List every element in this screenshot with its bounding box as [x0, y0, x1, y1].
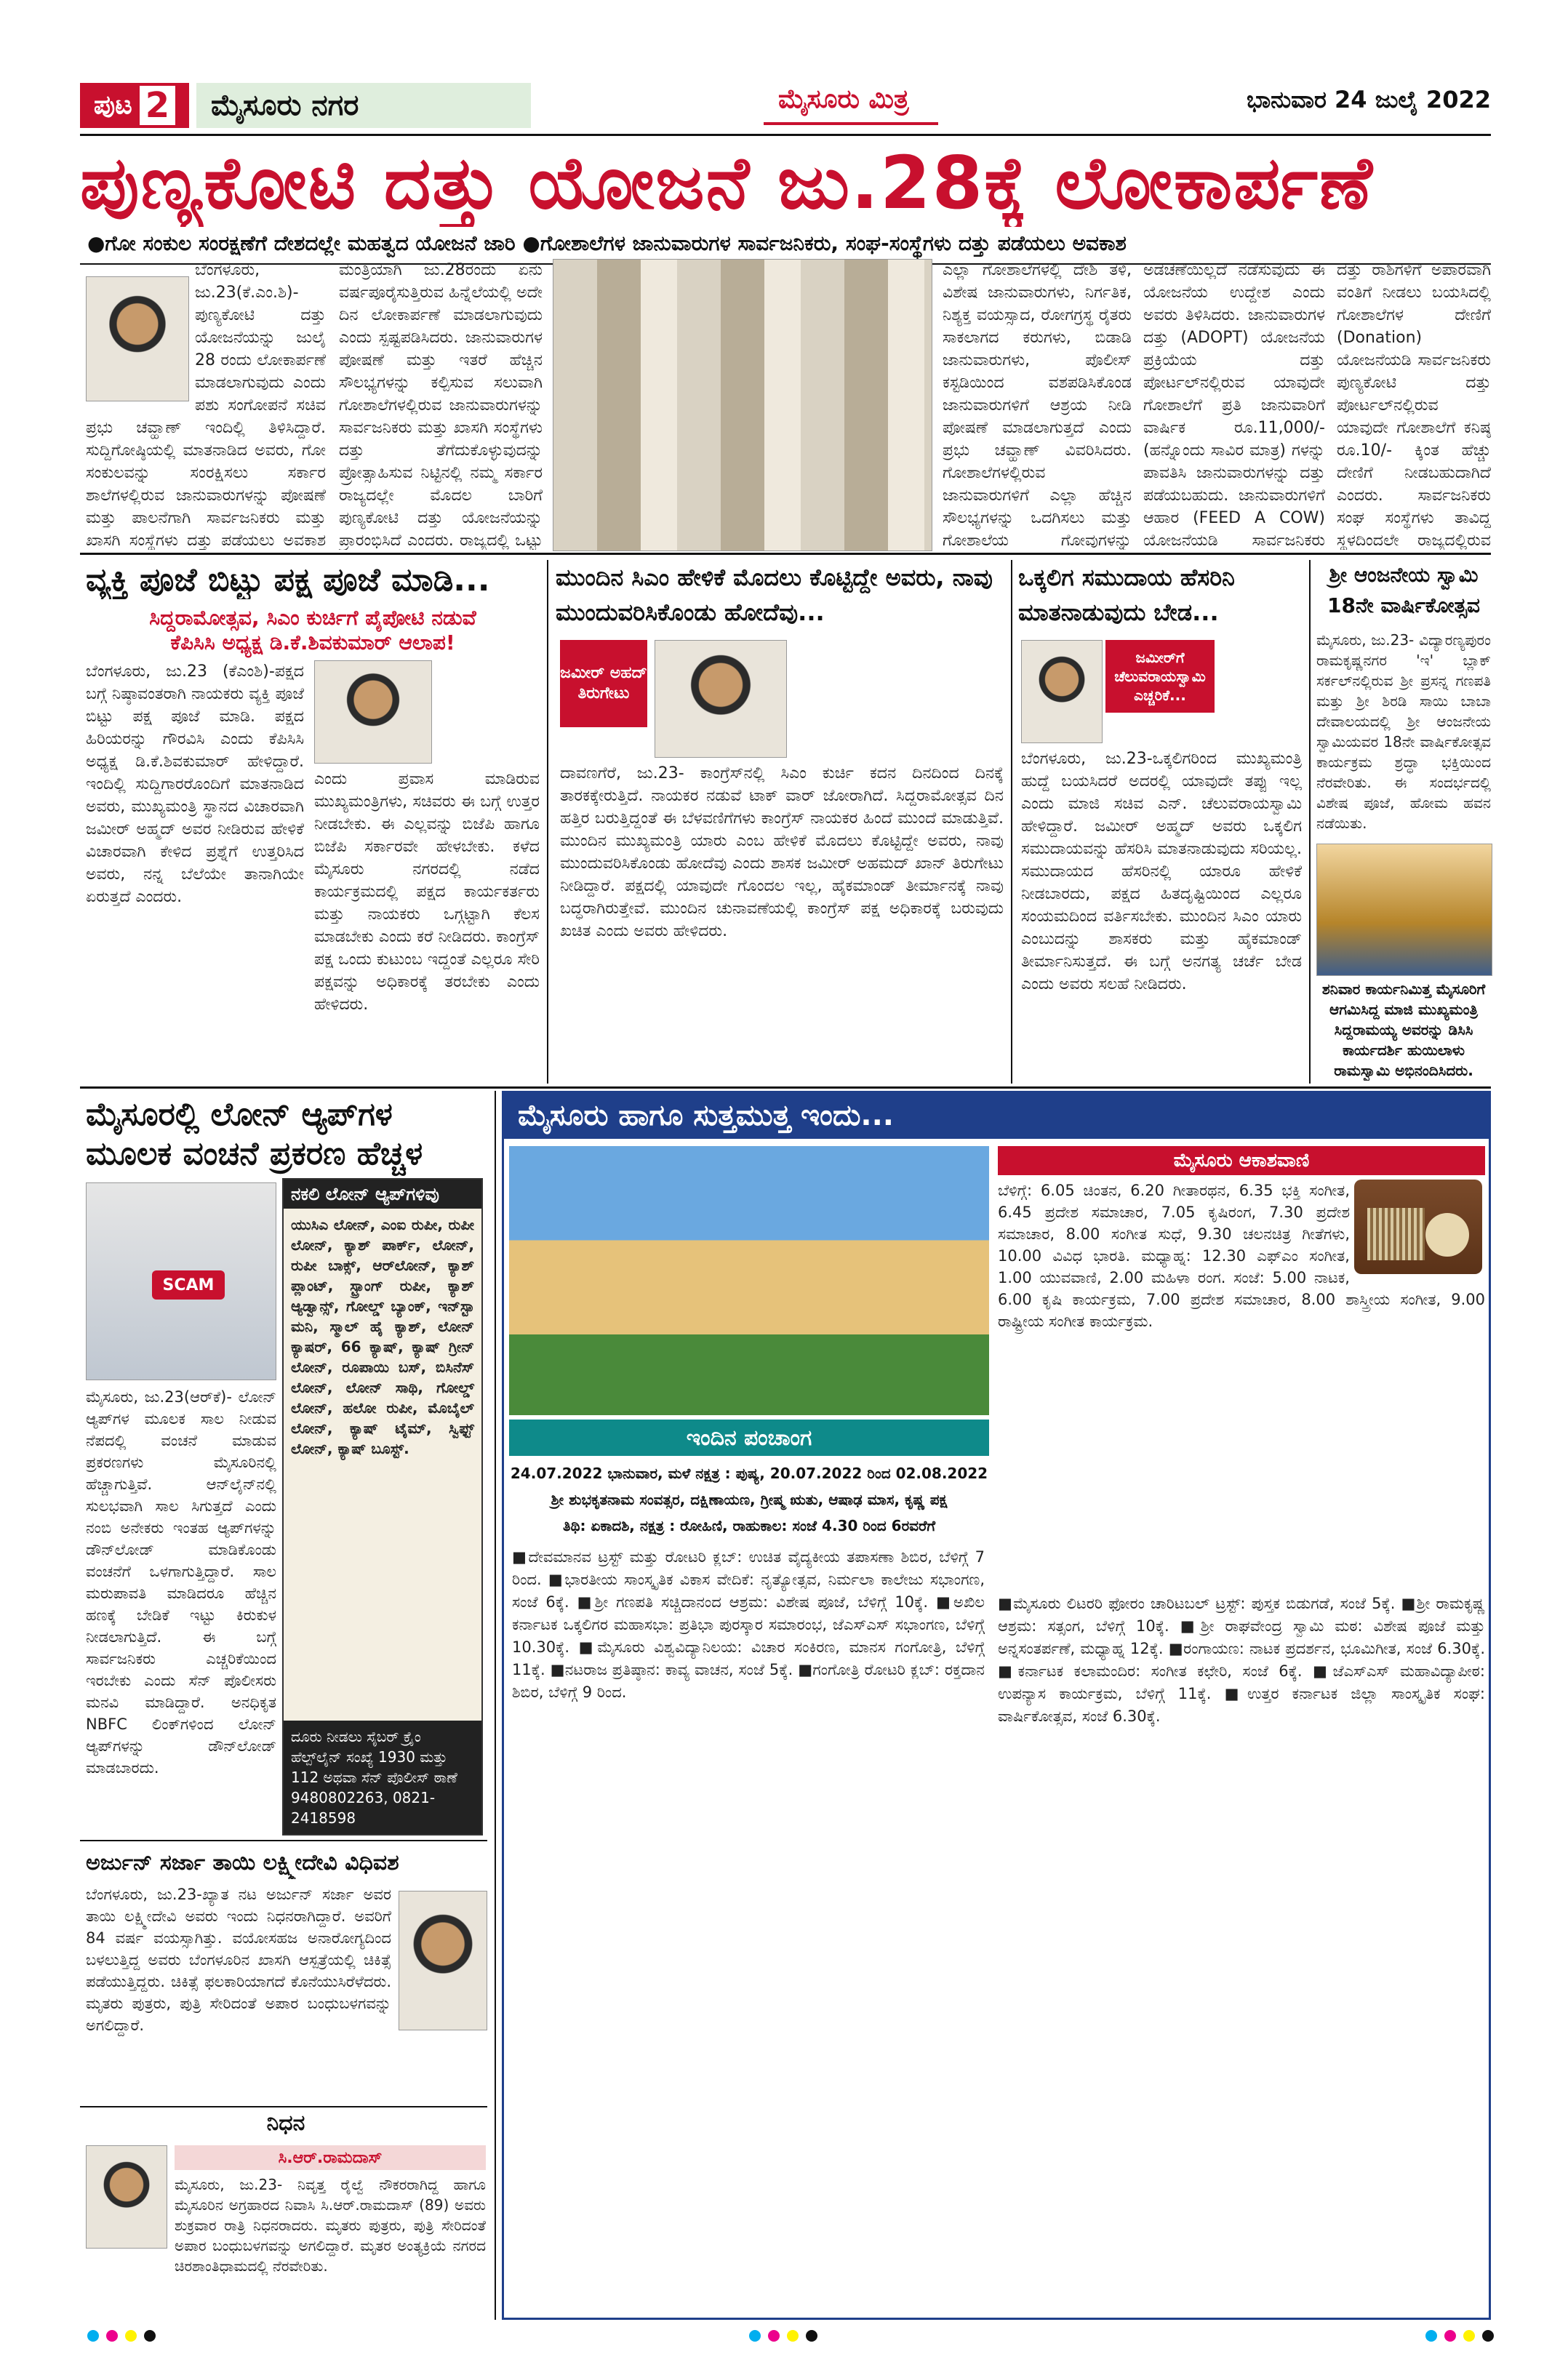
samudaya-headline: ಒಕ್ಕಲಿಗ ಸಮುದಾಯ ಹೆಸರಿನಿ ಮಾತನಾಡುವುದು ಬೇಡ... — [1018, 564, 1235, 626]
masthead-underline — [764, 122, 938, 125]
lead-col-5: ದತ್ತು ರಾಶಿಗಳಿಗೆ ಅಪಾರವಾಗಿ ವಂತಿಗೆ ನೀಡಲು ಬಯಸಿದಲ್ಲಿ ಗೋಶಾಲೆಗಳ ದೇಣಿಗೆ (Donation) ಯೋಜನೆಯಡಿ ಸಾರ್ವಜನಿಕರು ಪುಣ್ಯಕೋಟಿ ದತ್ತು ಪೋರ್ಟಲ್‌ನಲ್ಲಿರುವ ಯಾವುದೇ ಗೋಶಾಲೆಗೆ ಕನಿಷ್ಠ ರೂ.10/- ಕ್ಕಿಂತ ಹೆಚ್ಚು ದೇಣಿಗೆ ನೀಡಬಹುದಾಗಿದೆ ಎಂದರು. ಸಾರ್ವಜನಿಕರು ಸಂಘ ಸಂಸ್ಥೆಗಳು ತಾವಿದ್ದ ಸ್ಥಳದಿಂದಲೇ ರಾಜ್ಯದಲ್ಲಿರುವ — [1337, 261, 1491, 550]
loan-bottom-rule — [80, 1840, 487, 1841]
dks-photo — [314, 660, 432, 764]
zameer-text-top — [793, 640, 1004, 756]
page-number-box — [80, 83, 189, 128]
obit2-text: ಮೈಸೂರು, ಜು.23- ನಿವೃತ್ತ ರೈಲ್ವೆ ನೌಕರರಾಗಿದ್ದ ಹಾಗೂ ಮೈಸೂರಿನ ಅಗ್ರಹಾರದ ನಿವಾಸಿ ಸಿ.ಆರ್.ರಾಮದಾಸ್ (89) ಅವರು ಶುಕ್ರವಾರ ರಾತ್ರಿ ನಿಧನರಾದರು. ಮೃತರು ಪುತ್ರರು, ಪುತ್ರಿ ಸೇರಿದಂತೆ ಅಪಾರ ಬಂಧುಬಳಗವನ್ನು ಅಗಲಿದ್ದಾರೆ. ಮೃತರ ಅಂತ್ಯಕ್ರಿಯೆ ನಗರದ ಚಿರಶಾಂತಿಧಾಮದಲ್ಲಿ ನೆರವೇರಿತು. — [175, 2176, 486, 2275]
lead-col-4: ಅಡಚಣೆಯಿಲ್ಲದೆ ನಡೆಸುವುದು ಈ ಯೋಜನೆಯ ಉದ್ದೇಶ ಎಂದು ಅವರು ತಿಳಿಸಿದರು. ಜಾನುವಾರುಗಳ ದತ್ತು (ADOPT) ಯೋಜನೆಯ ಪ್ರಕ್ರಿಯೆಯ ದತ್ತು ಪೋರ್ಟಲ್‌ನಲ್ಲಿರುವ ಯಾವುದೇ ಗೋಶಾಲೆಗೆ ಪ್ರತಿ ಜಾನುವಾರಿಗೆ ವಾರ್ಷಿಕ ರೂ.11,000/- (ಹನ್ನೊಂದು ಸಾವಿರ ಮಾತ್ರ) ಗಳನ್ನು ಪಾವತಿಸಿ ಜಾನುವಾರುಗಳನ್ನು ದತ್ತು ಪಡೆಯಬಹುದು. ಜಾನುವಾರುಗಳಿಗೆ ಆಹಾರ (FEED A COW) ಯೋಜನೆಯಡಿ ಸಾರ್ವಜನಿಕರು — [1143, 261, 1325, 550]
panchang-block — [509, 1460, 989, 1540]
cyan-dot — [1425, 2330, 1437, 2342]
zameer-photo — [655, 640, 787, 758]
loan-apps-list: ಯುಸಿಎ ಲೋನ್, ಎಂಐ ರುಪೀ, ರುಪೀ ಲೋನ್, ಕ್ಯಾಶ್ ಪಾರ್ಕ್, ಲೋನ್, ರುಪೀ ಬಾಕ್ಸ್, ಆರ್‌ಲೋನ್, ಕ್ಯಾಶ್ ಪ್ಲಾಂಟ್, ಸ್ಟ್ರಾಂಗ್ ರುಪೀ, ಕ್ಯಾಶ್ ಆ್ಯಡ್ವಾನ್ಸ್, ಗೋಲ್ಡ್ ಬ್ಯಾಂಕ್, ಇನ್‌ಸ್ಟಾ ಮನಿ, ಸ್ಮಾಲ್ ಹೈ ಕ್ಯಾಶ್, ಲೋನ್ ಕ್ಯಾಷರ್, 66 ಕ್ಯಾಷ್, ಕ್ಯಾಷ್ ಗ್ರೀನ್ ಲೋನ್, ರೂಪಾಯಿ ಬಸ್, ಬಿಸಿನೆಸ್ ಲೋನ್, ಲೋನ್ ಸಾಥಿ, ಗೋಲ್ಡ್ ಲೋನ್, ಹಲೋ ರುಪೀ, ಮೊಬೈಲ್ ಲೋನ್, ಕ್ಯಾಷ್ ಟೈಮ್, ಸ್ವಿಫ್ಟ್ ಲೋನ್, ಕ್ಯಾಷ್ ಬೂಸ್ಟ್. — [291, 1216, 474, 1457]
obit2-photo — [86, 2145, 167, 2249]
cyan-dot — [749, 2330, 761, 2342]
obit1-photo — [399, 1891, 487, 2030]
panchang-line-2: ಶ್ರೀ ಶುಭಕೃತನಾಮ ಸಂವತ್ಸರ, ದಕ್ಷಿಣಾಯಣ, ಗ್ರೀಷ್ಮ ಋತು, ಆಷಾಢ ಮಾಸ, ಕೃಷ್ಣ ಪಕ್ಷ — [551, 1491, 948, 1508]
print-marks-left — [87, 2330, 156, 2342]
panchang-line-3: ತಿಥಿ: ಏಕಾದಶಿ, ನಕ್ಷತ್ರ : ರೋಹಿಣಿ, ರಾಹುಕಾಲ: ಸಂಜೆ 4.30 ರಿಂದ 6ರವರೆಗೆ — [562, 1517, 936, 1534]
obit2-headline: ನಿಧನ — [266, 2110, 305, 2136]
swamy-caption: ಶನಿವಾರ ಕಾರ್ಯನಿಮಿತ್ತ ಮೈಸೂರಿಗೆ ಆಗಮಿಸಿದ್ದ ಮಾಜಿ ಮುಖ್ಯಮಂತ್ರಿ ಸಿದ್ದರಾಮಯ್ಯ ಅವರನ್ನು ಡಿಸಿಸಿ ಕಾರ್ಯದರ್ಶಿ ಹುಯಿಲಾಳು ರಾಮಸ್ವಾಮಿ ಅಭಿನಂದಿಸಿದರು. — [1321, 980, 1486, 1079]
puje-sub-2: ಕೆಪಿಸಿಸಿ ಅಧ್ಯಕ್ಷ ಡಿ.ಕೆ.ಶಿವಕುಮಾರ್ ಆಲಾಪ! — [170, 630, 455, 654]
lead-col-1 — [86, 259, 326, 550]
yellow-dot — [787, 2330, 799, 2342]
obit-rule — [80, 2106, 487, 2107]
page-number: 2 — [140, 86, 175, 125]
cows-photo — [553, 259, 932, 551]
black-dot — [1482, 2330, 1494, 2342]
magenta-dot — [1444, 2330, 1456, 2342]
yellow-dot — [1463, 2330, 1475, 2342]
lead-col-1-text: ಬೆಂಗಳೂರು, ಜು.23(ಕೆ.ಎಂ.ಶಿ)- ಪುಣ್ಯಕೋಟಿ ದತ್ತು ಯೋಜನೆಯನ್ನು ಜುಲೈ 28 ರಂದು ಲೋಕಾರ್ಪಣೆ ಮಾಡಲಾಗುವುದು ಎಂದು ಪಶು ಸಂಗೋಪನೆ ಸಚಿವ ಪ್ರಭು ಚವ್ಹಾಣ್ ಇಂದಿಲ್ಲಿ ತಿಳಿಸಿದ್ದಾರೆ. ಸುದ್ದಿಗೋಷ್ಠಿಯಲ್ಲಿ ಮಾತನಾಡಿದ ಅವರು, ಗೋ ಸಂಕುಲವನ್ನು ಸಂರಕ್ಷಿಸಲು ಸರ್ಕಾರ ಶಾಲೆಗಳಲ್ಲಿರುವ ಜಾನುವಾರುಗಳನ್ನು ಪೋಷಣೆ ಮತ್ತು ಪಾಲನೆಗಾಗಿ ಸಾರ್ವಜನಿಕರು ಮತ್ತು ಖಾಸಗಿ ಸಂಸ್ಥೆಗಳು ದತ್ತು ಪಡೆಯಲು ಅವಕಾಶ — [86, 261, 326, 550]
print-marks-right — [1425, 2330, 1494, 2342]
samudaya-text: ಬೆಂಗಳೂರು, ಜು.23-ಒಕ್ಕಲಿಗರಿಂದ ಮುಖ್ಯಮಂತ್ರಿ ಹುದ್ದೆ ಬಯಸಿದರೆ ಅದರಲ್ಲಿ ಯಾವುದೇ ತಪ್ಪು ಇಲ್ಲ ಎಂದು ಮಾಜಿ ಸಚಿವ ಎನ್. ಚೆಲುವರಾಯಸ್ವಾಮಿ ಹೇಳಿದ್ದಾರೆ. ಜಮೀರ್ ಅಹ್ಮದ್ ಅವರು ಒಕ್ಕಲಿಗ ಸಮುದಾಯವನ್ನು ಹೆಸರಿಸಿ ಮಾತನಾಡುವುದು ಸರಿಯಲ್ಲ. ಸಮುದಾಯದ ಹೆಸರಿನಲ್ಲಿ ಯಾರೂ ಹೇಳಿಕೆ ನೀಡಬಾರದು, ಪಕ್ಷದ ಹಿತದೃಷ್ಟಿಯಿಂದ ಎಲ್ಲರೂ ಸಂಯಮದಿಂದ ವರ್ತಿಸಬೇಕು. ಮುಂದಿನ ಸಿಎಂ ಯಾರು ಎಂಬುದನ್ನು ಶಾಸಕರು ಮತ್ತು ಹೈಕಮಾಂಡ್ ತೀರ್ಮಾನಿಸುತ್ತದೆ. ಈ ಬಗ್ಗೆ ಅನಗತ್ಯ ಚರ್ಚೆ ಬೇಡ ಎಂದು ಅವರು ಸಲಹೆ ನೀಡಿದರು. — [1021, 750, 1302, 993]
section-name: ಮೈಸೂರು ನಗರ — [196, 83, 531, 128]
divider-2 — [1011, 560, 1012, 1084]
loan-phone-photo — [86, 1182, 276, 1380]
events-left: ■ದೇವಮಾನವ ಟ್ರಸ್ಟ್ ಮತ್ತು ರೋಟರಿ ಕ್ಲಬ್: ಉಚಿತ ವೈದ್ಯಕೀಯ ತಪಾಸಣಾ ಶಿಬಿರ, ಬೆಳಿಗ್ಗೆ 7 ರಿಂದ. ■ಭಾರತೀಯ ಸಾಂಸ್ಕೃತಿಕ ವಿಕಾಸ ವೇದಿಕೆ: ನೃತ್ಯೋತ್ಸವ, ನಿರ್ಮಲಾ ಕಾಲೇಜು ಸಭಾಂಗಣ, ಸಂಜೆ 6ಕ್ಕೆ. ■ಶ್ರೀ ಗಣಪತಿ ಸಚ್ಚಿದಾನಂದ ಆಶ್ರಮ: ವಿಶೇಷ ಪೂಜೆ, ಬೆಳಿಗ್ಗೆ 10ಕ್ಕೆ. ■ಅಖಿಲ ಕರ್ನಾಟಕ ಒಕ್ಕಲಿಗರ ಮಹಾಸಭಾ: ಪ್ರತಿಭಾ ಪುರಸ್ಕಾರ ಸಮಾರಂಭ, ಜೆಎಸ್‌ಎಸ್ ಸಭಾಂಗಣ, ಬೆಳಿಗ್ಗೆ 10.30ಕ್ಕೆ. ■ಮೈಸೂರು ವಿಶ್ವವಿದ್ಯಾನಿಲಯ: ವಿಚಾರ ಸಂಕಿರಣ, ಮಾನಸ ಗಂಗೋತ್ರಿ, ಬೆಳಿಗ್ಗೆ 11ಕ್ಕೆ. ■ನಟರಾಜ ಪ್ರತಿಷ್ಠಾನ: ಕಾವ್ಯ ವಾಚನ, ಸಂಜೆ 5ಕ್ಕೆ. ■ಗಂಗೋತ್ರಿ ರೋಟರಿ ಕ್ಲಬ್: ರಕ್ತದಾನ ಶಿಬಿರ, ಬೆಳಿಗ್ಗೆ 9 ರಿಂದ. — [512, 1548, 985, 1701]
puje-col-2: ಎಂದು ಪ್ರವಾಸ ಮಾಡಿರುವ ಮುಖ್ಯಮಂತ್ರಿಗಳು, ಸಚಿವರು ಈ ಬಗ್ಗೆ ಉತ್ತರ ನೀಡಬೇಕು. ಈ ಎಲ್ಲವನ್ನು ಬಿಜೆಪಿ ಹಾಗೂ ಬಿಜೆಪಿ ಸರ್ಕಾರವೇ ಹೇಳಬೇಕು. ಕಳೆದ ಮೈಸೂರು ನಗರದಲ್ಲಿ ನಡೆದ ಕಾರ್ಯಕ್ರಮದಲ್ಲಿ ಪಕ್ಷದ ಕಾರ್ಯಕರ್ತರು ಮತ್ತು ನಾಯಕರು ಒಗ್ಗಟ್ಟಾಗಿ ಕೆಲಸ ಮಾಡಬೇಕು ಎಂದು ಕರೆ ನೀಡಿದರು. ಕಾಂಗ್ರೆಸ್ ಪಕ್ಷ ಒಂದು ಕುಟುಂಬ ಇದ್ದಂತೆ ಎಲ್ಲರೂ ಸೇರಿ ಪಕ್ಷವನ್ನು ಅಧಿಕಾರಕ್ಕೆ ತರಬೇಕು ಎಂದು ಹೇಳಿದರು. — [314, 770, 540, 1014]
page-header — [80, 79, 1491, 134]
lead-headline: ಪುಣ್ಯಕೋಟಿ ದತ್ತು ಯೋಜನೆ ಜು.28ಕ್ಕೆ ಲೋಕಾರ್ಪಣೆ — [80, 140, 1374, 225]
divider-1 — [547, 560, 548, 1084]
page-label: ಪುಟ — [93, 90, 132, 120]
black-dot — [806, 2330, 817, 2342]
lead-subhead: ●ಗೋ ಸಂಕುಲ ಸಂರಕ್ಷಣೆಗೆ ದೇಶದಲ್ಲೇ ಮಹತ್ವದ ಯೋಜನೆ ಜಾರಿ ●ಗೋಶಾಲೆಗಳ ಜಾನುವಾರುಗಳ ಸಾರ್ವಜನಿಕರು, ಸಂಘ-ಸಂಸ್ಥೆಗಳು ದತ್ತು ಪಡೆಯಲು ಅವಕಾಶ — [87, 231, 1127, 255]
radio-text — [998, 1180, 1485, 1587]
swamy-text: ಮೈಸೂರು, ಜು.23- ವಿದ್ಯಾರಣ್ಯಪುರಂ ರಾಮಕೃಷ್ಣನಗರ 'ಇ' ಬ್ಲಾಕ್ ಸರ್ಕಲ್‌ನಲ್ಲಿರುವ ಶ್ರೀ ಪ್ರಸನ್ನ ಗಣಪತಿ ಮತ್ತು ಶ್ರೀ ಶಿರಡಿ ಸಾಯಿ ಬಾಬಾ ದೇವಾಲಯದಲ್ಲಿ ಶ್ರೀ ಆಂಜನೇಯ ಸ್ವಾಮಿಯವರ 18ನೇ ವಾರ್ಷಿಕೋತ್ಸವ ಕಾರ್ಯಕ್ರಮ ಶ್ರದ್ಧಾ ಭಕ್ತಿಯಿಂದ ನೆರವೇರಿತು. ಈ ಸಂದರ್ಭದಲ್ಲಿ ವಿಶೇಷ ಪೂಜೆ, ಹೋಮ ಹವನ ನಡೆಯಿತು. — [1316, 631, 1491, 832]
samudaya-label: ಜಮೀರ್‌ಗೆ ಚೆಲುವರಾಯಸ್ವಾಮಿ ಎಚ್ಚರಿಕೆ... — [1105, 640, 1215, 713]
divider-3 — [1309, 560, 1311, 1084]
swamy-headline: ಶ್ರೀ ಆಂಜನೇಯ ಸ್ವಾಮಿ 18ನೇ ವಾರ್ಷಿಕೋತ್ಸವ — [1327, 563, 1481, 617]
loan-headline: ಮೈಸೂರಲ್ಲಿ ಲೋನ್ ಆ್ಯಪ್‌ಗಳ ಮೂಲಕ ವಂಚನೆ ಪ್ರಕರಣ ಹೆಚ್ಚಳ — [86, 1096, 423, 1172]
panchang-title: ಇಂದಿನ ಪಂಚಾಂಗ — [509, 1420, 989, 1456]
panchang-line-1: 24.07.2022 ಭಾನುವಾರ, ಮಳೆ ನಕ್ಷತ್ರ : ಪುಷ್ಯ, 20.07.2022 ರಿಂದ 02.08.2022 — [510, 1465, 988, 1482]
loan-text: ಮೈಸೂರು, ಜು.23(ಆರ್‌ಕೆ)- ಲೋನ್ ಆ್ಯಪ್‌ಗಳ ಮೂಲಕ ಸಾಲ ನೀಡುವ ನೆಪದಲ್ಲಿ ವಂಚನೆ ಮಾಡುವ ಪ್ರಕರಣಗಳು ಮೈಸೂರಿನಲ್ಲಿ ಹೆಚ್ಚಾಗುತ್ತಿವೆ. ಆನ್‌ಲೈನ್‌ನಲ್ಲಿ ಸುಲಭವಾಗಿ ಸಾಲ ಸಿಗುತ್ತದೆ ಎಂದು ನಂಬಿ ಅನೇಕರು ಇಂತಹ ಆ್ಯಪ್‌ಗಳನ್ನು ಡೌನ್‌ಲೋಡ್ ಮಾಡಿಕೊಂಡು ವಂಚನೆಗೆ ಒಳಗಾಗುತ್ತಿದ್ದಾರೆ. ಸಾಲ ಮರುಪಾವತಿ ಮಾಡಿದರೂ ಹೆಚ್ಚಿನ ಹಣಕ್ಕೆ ಬೇಡಿಕೆ ಇಟ್ಟು ಕಿರುಕುಳ ನೀಡಲಾಗುತ್ತಿದೆ. ಈ ಬಗ್ಗೆ ಸಾರ್ವಜನಿಕರು ಎಚ್ಚರಿಕೆಯಿಂದ ಇರಬೇಕು ಎಂದು ಸೆನ್ ಪೊಲೀಸರು ಮನವಿ ಮಾಡಿದ್ದಾರೆ. ಅನಧಿಕೃತ NBFC ಲಿಂಕ್‌ಗಳಿಂದ ಲೋನ್ ಆ್ಯಪ್‌ಗಳನ್ನು ಡೌನ್‌ಲೋಡ್ ಮಾಡಬಾರದು. — [86, 1388, 276, 1777]
magenta-dot — [106, 2330, 118, 2342]
radio-title: ಮೈಸೂರು ಆಕಾಶವಾಣಿ — [998, 1146, 1485, 1175]
lead-col-2: ಮಂತ್ರಿಯಾಗಿ ಜು.28ರಂದು ಏನು ವರ್ಷಪೂರೈಸುತ್ತಿರುವ ಹಿನ್ನೆಲೆಯಲ್ಲಿ ಅದೇ ದಿನ ಲೋಕಾರ್ಪಣೆ ಮಾಡಲಾಗುವುದು ಎಂದು ಸ್ಪಷ್ಟಪಡಿಸಿದರು. ಜಾನುವಾರುಗಳ ಪೋಷಣೆ ಮತ್ತು ಇತರೆ ಹೆಚ್ಚಿನ ಸೌಲಭ್ಯಗಳನ್ನು ಕಲ್ಪಿಸುವ ಸಲುವಾಗಿ ಗೋಶಾಲೆಗಳಲ್ಲಿರುವ ಜಾನುವಾರುಗಳನ್ನು ಸಾರ್ವಜನಿಕರು ಮತ್ತು ಖಾಸಗಿ ಸಂಸ್ಥೆಗಳು ದತ್ತು ತೆಗೆದುಕೊಳ್ಳುವುದನ್ನು ಪ್ರೋತ್ಸಾಹಿಸುವ ನಿಟ್ಟಿನಲ್ಲಿ ನಮ್ಮ ಸರ್ಕಾರ ರಾಜ್ಯದಲ್ಲೇ ಮೊದಲ ಬಾರಿಗೆ ಪುಣ್ಯಕೋಟಿ ದತ್ತು ಯೋಜನೆಯನ್ನು ಪ್ರಾರಂಭಿಸಿದೆ ಎಂದರು. ರಾಜ್ಯದಲ್ಲಿ ಒಟ್ಟು — [339, 261, 543, 550]
loan-helpline: ದೂರು ನೀಡಲು ಸೈಬರ್ ಕ್ರೈಂ ಹೆಲ್ಪ್‌ಲೈನ್ ಸಂಖ್ಯೆ 1930 ಮತ್ತು 112 ಅಥವಾ ಸೆನ್ ಪೊಲೀಸ್ ಠಾಣೆ 9480802263, 0821-2418598 — [284, 1721, 481, 1834]
zameer-label: ಜಮೀರ್ ಅಹದ್ ತಿರುಗೇಟು — [560, 640, 647, 727]
swamy-photo — [1316, 844, 1492, 976]
chaluvaraya-photo — [1021, 640, 1103, 743]
zameer-headline: ಮುಂದಿನ ಸಿಎಂ ಹೇಳಿಕೆ ಮೊದಲು ಕೊಟ್ಟಿದ್ದೇ ಅವರು, ನಾವು ಮುಂದುವರಿಸಿಕೊಂಡು ಹೋದೆವು... — [556, 564, 993, 626]
print-marks-center — [749, 2330, 817, 2342]
header-rule — [80, 134, 1491, 136]
obit1-headline: ಅರ್ಜುನ್ ಸರ್ಜಾ ತಾಯಿ ಲಕ್ಷ್ಮೀದೇವಿ ವಿಧಿವಶ — [86, 1850, 399, 1875]
magenta-dot — [768, 2330, 780, 2342]
issue-date: ಭಾನುವಾರ 24 ಜುಲೈ 2022 — [1247, 86, 1491, 113]
puje-headline: ವ್ಯಕ್ತಿ ಪೂಜೆ ಬಿಟ್ಟು ಪಕ್ಷ ಪೂಜೆ ಮಾಡಿ... — [86, 561, 490, 598]
black-dot — [144, 2330, 156, 2342]
divider-bottom — [495, 1091, 496, 2320]
obit1-text: ಬೆಂಗಳೂರು, ಜು.23-ಖ್ಯಾತ ನಟ ಅರ್ಜುನ್ ಸರ್ಜಾ ಅವರ ತಾಯಿ ಲಕ್ಷ್ಮೀದೇವಿ ಅವರು ಇಂದು ನಿಧನರಾಗಿದ್ದಾರೆ. ಅವರಿಗೆ 84 ವರ್ಷ ವಯಸ್ಸಾಗಿತ್ತು. ವಯೋಸಹಜ ಅನಾರೋಗ್ಯದಿಂದ ಬಳಲುತ್ತಿದ್ದ ಅವರು ಬೆಂಗಳೂರಿನ ಖಾಸಗಿ ಆಸ್ಪತ್ರೆಯಲ್ಲಿ ಚಿಕಿತ್ಸೆ ಪಡೆಯುತ್ತಿದ್ದರು. ಚಿಕಿತ್ಸೆ ಫಲಕಾರಿಯಾಗದೆ ಕೊನೆಯುಸಿರೆಳೆದರು. ಮೃತರು ಪುತ್ರರು, ಪುತ್ರಿ ಸೇರಿದಂತೆ ಅಪಾರ ಬಂಧುಬಳಗವನ್ನು ಅಗಲಿದ್ದಾರೆ. — [86, 1886, 391, 2034]
today-banner: ಮೈಸೂರು ಹಾಗೂ ಸುತ್ತಮುತ್ತ ಇಂದು... — [503, 1092, 1489, 1139]
puje-sub-1: ಸಿದ್ದರಾಮೋತ್ಸವ, ಸಿಎಂ ಕುರ್ಚಿಗೆ ಪೈಪೋಟಿ ನಡುವೆ — [149, 606, 476, 630]
loan-apps-box — [282, 1178, 483, 1835]
loan-apps-title: ನಕಲಿ ಲೋನ್ ಆ್ಯಪ್‌ಗಳಿವು — [284, 1180, 481, 1209]
zameer-text: ದಾವಣಗೆರೆ, ಜು.23- ಕಾಂಗ್ರೆಸ್‌ನಲ್ಲಿ ಸಿಎಂ ಕುರ್ಚಿ ಕದನ ದಿನದಿಂದ ದಿನಕ್ಕೆ ತಾರಕಕ್ಕೇರುತ್ತಿದೆ. ನಾಯಕರ ನಡುವೆ ಟಾಕ್ ವಾರ್ ಜೋರಾಗಿದೆ. ಸಿದ್ದರಾಮೋತ್ಸವ ದಿನ ಹತ್ತಿರ ಬರುತ್ತಿದ್ದಂತೆ ಈ ಬೆಳವಣಿಗೆಗಳು ಕಾಂಗ್ರೆಸ್ ನಾಯಕರ ಹಿಂದೆ ಮುಂದೆ ಮಾಡುತ್ತಿವೆ. ಮುಂದಿನ ಮುಖ್ಯಮಂತ್ರಿ ಯಾರು ಎಂಬ ಹೇಳಿಕೆ ಮೊದಲು ಕೊಟ್ಟಿದ್ದೇ ಅವರು, ನಾವು ಮುಂದುವರಿಸಿಕೊಂಡು ಹೋದೆವು ಎಂದು ಶಾಸಕ ಜಮೀರ್ ಅಹಮದ್ ಖಾನ್ ತಿರುಗೇಟು ನೀಡಿದ್ದಾರೆ. ಪಕ್ಷದಲ್ಲಿ ಯಾವುದೇ ಗೊಂದಲ ಇಲ್ಲ, ಹೈಕಮಾಂಡ್ ತೀರ್ಮಾನಕ್ಕೆ ನಾವು ಬದ್ಧರಾಗಿರುತ್ತೇವೆ. ಮುಂದಿನ ಚುನಾವಣೆಯಲ್ಲಿ ಕಾಂಗ್ರೆಸ್ ಪಕ್ಷ ಅಧಿಕಾರಕ್ಕೆ ಬರುವುದು ಖಚಿತ ಎಂದು ಅವರು ಹೇಳಿದರು. — [560, 764, 1004, 940]
palace-photo — [509, 1146, 989, 1415]
lead-col-3: ಎಲ್ಲಾ ಗೋಶಾಲೆಗಳಲ್ಲಿ ದೇಶಿ ತಳಿ, ವಿಶೇಷ ಜಾನುವಾರುಗಳು, ನಿರ್ಗತಿಕ, ನಿಶ್ಯಕ್ತ ವಯಸ್ಸಾದ, ರೋಗಗ್ರಸ್ಥ ರೈತರು ಸಾಕಲಾಗದ ಕರುಗಳು, ಬಿಡಾಡಿ ಜಾನುವಾರುಗಳು, ಪೊಲೀಸ್ ಕಸ್ಟಡಿಯಿಂದ ವಶಪಡಿಸಿಕೊಂಡ ಜಾನುವಾರುಗಳಿಗೆ ಆಶ್ರಯ ನೀಡಿ ಪೋಷಣೆ ಮಾಡಲಾಗುತ್ತದೆ ಎಂದು ಪ್ರಭು ಚವ್ಹಾಣ್ ವಿವರಿಸಿದರು. ಗೋಶಾಲೆಗಳಲ್ಲಿರುವ ಜಾನುವಾರುಗಳಿಗೆ ಎಲ್ಲಾ ಹೆಚ್ಚಿನ ಸೌಲಭ್ಯಗಳನ್ನು ಒದಗಿಸಲು ಮತ್ತು ಗೋಶಾಲೆಯ ಗೋವುಗಳನ್ನು — [943, 261, 1132, 550]
mid-rule — [80, 1086, 1491, 1089]
lead-bottom-rule — [80, 553, 1491, 555]
masthead: ಮೈಸೂರು ಮಿತ್ರ — [778, 84, 909, 114]
yellow-dot — [125, 2330, 137, 2342]
obit2-name: ಸಿ.ಆರ್.ರಾಮದಾಸ್ — [175, 2145, 486, 2170]
radio-schedule: ಬೆಳಿಗ್ಗೆ: 6.05 ಚಿಂತನ, 6.20 ಗೀತಾರಥನ, 6.35 ಭಕ್ತಿ ಸಂಗೀತ, 6.45 ಪ್ರದೇಶ ಸಮಾಚಾರ, 7.05 ಕೃಷಿರಂಗ, 7.30 ಪ್ರದೇಶ ಸಮಾಚಾರ, 8.00 ಸಂಗೀತ ಸುಧೆ, 9.30 ಚಲನಚಿತ್ರ ಗೀತೆಗಳು, 10.00 ವಿವಿಧ ಭಾರತಿ. ಮಧ್ಯಾಹ್ನ: 12.30 ಎಫ್‌ಎಂ ಸಂಗೀತ, 1.00 ಯುವವಾಣಿ, 2.00 ಮಹಿಳಾ ರಂಗ. ಸಂಜೆ: 5.00 ನಾಟಕ, 6.00 ಕೃಷಿ ಕಾರ್ಯಕ್ರಮ, 7.00 ಪ್ರದೇಶ ಸಮಾಚಾರ, 8.00 ಶಾಸ್ತ್ರೀಯ ಸಂಗೀತ, 9.00 ರಾಷ್ಟ್ರೀಯ ಸಂಗೀತ ಕಾರ್ಯಕ್ರಮ. — [998, 1182, 1485, 1330]
puje-col-1: ಬೆಂಗಳೂರು, ಜು.23 (ಕೆಎಂಶಿ)-ಪಕ್ಷದ ಬಗ್ಗೆ ನಿಷ್ಠಾವಂತರಾಗಿ ನಾಯಕರು ವ್ಯಕ್ತಿ ಪೂಜೆ ಬಿಟ್ಟು ಪಕ್ಷ ಪೂಜೆ ಮಾಡಿ. ಪಕ್ಷದ ಹಿರಿಯರನ್ನು ಗೌರವಿಸಿ ಎಂದು ಕೆಪಿಸಿಸಿ ಅಧ್ಯಕ್ಷ ಡಿ.ಕೆ.ಶಿವಕುಮಾರ್ ಹೇಳಿದ್ದಾರೆ. ಇಂದಿಲ್ಲಿ ಸುದ್ದಿಗಾರರೊಂದಿಗೆ ಮಾತನಾಡಿದ ಅವರು, ಮುಖ್ಯಮಂತ್ರಿ ಸ್ಥಾನದ ವಿಚಾರವಾಗಿ ಜಮೀರ್ ಅಹ್ಮದ್ ಅವರ ನೀಡಿರುವ ಹೇಳಿಕೆ ವಿಚಾರವಾಗಿ ಕೇಳಿದ ಪ್ರಶ್ನೆಗೆ ಉತ್ತರಿಸಿದ ಅವರು, ನನ್ನ ಬೆಲೆಯೇ ತಾನಾಗಿಯೇ ಏರುತ್ತದೆ ಎಂದರು. — [86, 662, 304, 906]
cyan-dot — [87, 2330, 99, 2342]
scam-badge: SCAM — [152, 1270, 225, 1300]
events-right: ■ಮೈಸೂರು ಲಿಟರರಿ ಫೋರಂ ಚಾರಿಟಬಲ್ ಟ್ರಸ್ಟ್: ಪುಸ್ತಕ ಬಿಡುಗಡೆ, ಸಂಜೆ 5ಕ್ಕೆ. ■ಶ್ರೀ ರಾಮಕೃಷ್ಣ ಆಶ್ರಮ: ಸತ್ಸಂಗ, ಬೆಳಿಗ್ಗೆ 10ಕ್ಕೆ. ■ಶ್ರೀ ರಾಘವೇಂದ್ರ ಸ್ವಾಮಿ ಮಠ: ವಿಶೇಷ ಪೂಜೆ ಮತ್ತು ಅನ್ನಸಂತರ್ಪಣೆ, ಮಧ್ಯಾಹ್ನ 12ಕ್ಕೆ. ■ರಂಗಾಯಣ: ನಾಟಕ ಪ್ರದರ್ಶನ, ಭೂಮಿಗೀತ, ಸಂಜೆ 6.30ಕ್ಕೆ. ■ಕರ್ನಾಟಕ ಕಲಾಮಂದಿರ: ಸಂಗೀತ ಕಛೇರಿ, ಸಂಜೆ 6ಕ್ಕೆ. ■ಜೆಎಸ್‌ಎಸ್ ಮಹಾವಿದ್ಯಾಪೀಠ: ಉಪನ್ಯಾಸ ಕಾರ್ಯಕ್ರಮ, ಬೆಳಿಗ್ಗೆ 11ಕ್ಕೆ. ■ಉತ್ತರ ಕರ್ನಾಟಕ ಜಿಲ್ಲಾ ಸಾಂಸ್ಕೃತಿಕ ಸಂಘ: ವಾರ್ಷಿಕೋತ್ಸವ, ಸಂಜೆ 6.30ಕ್ಕೆ. — [998, 1595, 1485, 1725]
